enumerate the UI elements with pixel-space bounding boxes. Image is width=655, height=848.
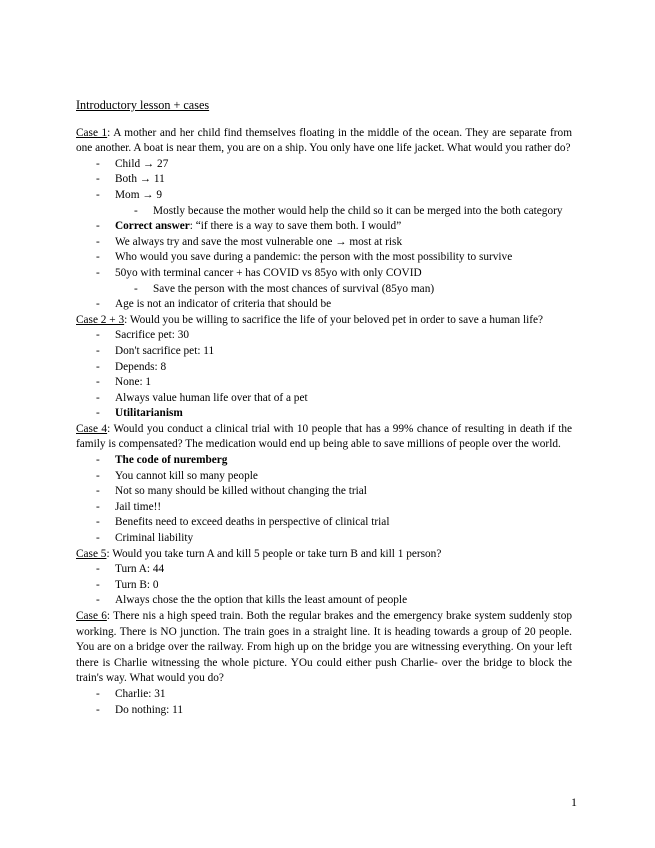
list-item: - Charlie: 31 — [96, 687, 166, 700]
utilitarianism-label: Utilitarianism — [115, 407, 183, 420]
sub-list-item: - Save the person with the most chances of survival (85yo man) — [134, 282, 435, 295]
list-item: - Jail time!! — [96, 500, 162, 513]
case-6-text: : There nis a high speed train. Both the regular brakes and the emergency brake system suddenly stop working. There is NO junction. The train goes in a straight line. It is heading towards a group of 20 people. You are on a bridge over the railway. From high up on the bridge you are witnessing everything. On your left there is Charlie witnessing the whole picture. YOu could either push Charlie- over the bridge to block the train's way. What would you do? — [76, 610, 572, 685]
list-item: - Correct answer: “if there is a way to save them both. I would” — [96, 220, 402, 233]
list-item: - We always try and save the most vulnerable one → most at risk — [96, 235, 403, 248]
list-item: - Depends: 8 — [96, 360, 167, 373]
list-item: - Child → 27 — [96, 157, 169, 170]
list-item: - Age is not an indicator of criteria that should be — [96, 298, 332, 311]
page-title: Introductory lesson + cases — [76, 98, 210, 112]
sub-list-item: - Mostly because the mother would help the child so it can be merged into the both category — [134, 204, 563, 217]
case-4-text: : Would you conduct a clinical trial with 10 people that has a 99% chance of resulting in death if the family is compensated? The medication would end up being able to save millions of people over the world. — [76, 422, 572, 451]
list-item: - Utilitarianism — [96, 407, 183, 420]
list-item: - The code of nuremberg — [96, 454, 228, 467]
nuremberg-label: The code of nuremberg — [115, 454, 228, 467]
case-5-paragraph — [76, 547, 572, 563]
case-4-paragraph — [76, 422, 572, 453]
list-item: - Both → 11 — [96, 173, 165, 186]
list-item: - Turn A: 44 — [96, 563, 165, 576]
document-page — [76, 98, 572, 718]
case-4-label: Case 4 — [76, 422, 108, 435]
list-item: - Do nothing: 11 — [96, 703, 183, 716]
list-item: - 50yo with terminal cancer + has COVID vs 85yo with only COVID — [96, 266, 422, 279]
list-item: - Always value human life over that of a pet — [96, 391, 308, 404]
list-item: - Turn B: 0 — [96, 578, 159, 591]
list-item: - Don't sacrifice pet: 11 — [96, 344, 215, 357]
case-1-text: : A mother and her child find themselves floating in the middle of the ocean. They are separate from one another. A boat is near them, you are on a ship. You only have one life jacket. What would you rather do? — [76, 126, 572, 155]
case-5-label: Case 5 — [76, 547, 107, 560]
case-2-3-text: : Would you be willing to sacrifice the life of your beloved pet in order to save a human life? — [124, 313, 544, 326]
correct-answer-label: Correct answer — [115, 220, 190, 233]
list-item: - You cannot kill so many people — [96, 469, 258, 482]
list-item: - Mom → 9 — [96, 188, 163, 201]
list-item: - Sacrifice pet: 30 — [96, 329, 190, 342]
case-2-3-paragraph — [76, 313, 572, 329]
case-1-label: Case 1 — [76, 126, 108, 139]
list-item: - Criminal liability — [96, 532, 194, 545]
page-number: 1 — [571, 795, 577, 809]
list-item: - Benefits need to exceed deaths in perspective of clinical trial — [96, 516, 390, 529]
list-item: - Who would you save during a pandemic: the person with the most possibility to survive — [96, 251, 513, 264]
case-6-paragraph — [76, 609, 572, 687]
case-2-3-label: Case 2 + 3 — [76, 313, 125, 326]
list-item: - Not so many should be killed without changing the trial — [96, 485, 367, 498]
case-6-label: Case 6 — [76, 610, 107, 622]
case-1-paragraph — [76, 126, 572, 157]
list-item: - Always chose the the option that kills the least amount of people — [96, 594, 408, 607]
list-item: - None: 1 — [96, 376, 152, 389]
case-5-text: : Would you take turn A and kill 5 people or take turn B and kill 1 person? — [106, 547, 442, 560]
